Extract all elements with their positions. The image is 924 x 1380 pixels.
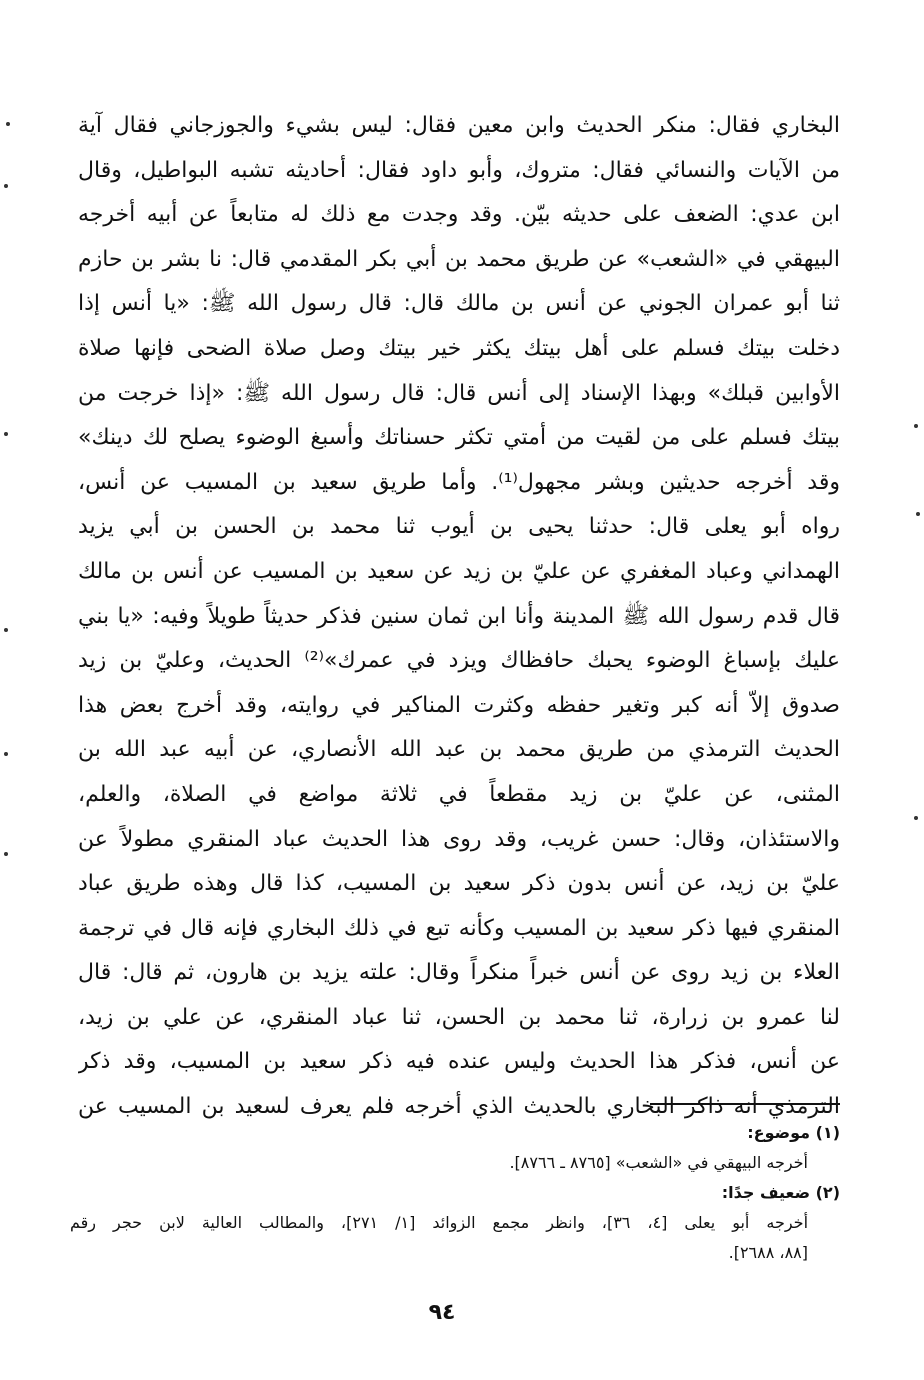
footnote-separator <box>650 1103 840 1105</box>
text-line: لنا عمرو بن زرارة، ثنا محمد بن الحسن، ثنا عباد المنقري، عن علي بن زيد، <box>78 1004 840 1030</box>
text-line: المثنى، عن عليّ بن زيد مقطعاً في ثلاثة مواضع في الصلاة، والعلم، <box>78 781 840 807</box>
footnote-2-text-line-2: [٨٨، ٢٦٨٨]. <box>728 1243 808 1262</box>
text-line: دخلت بيتك فسلم على أهل بيتك يكثر خير بيتك وصل صلاة الضحى فإنها صلاة <box>78 335 840 361</box>
page-number: ٩٤ <box>428 1300 456 1325</box>
text-line: البخاري فقال: منكر الحديث وابن معين فقال: ليس بشيء والجوزجاني فقال آية <box>78 113 840 138</box>
footnote-1-text: أخرجه البيهقي في «الشعب» [٨٧٦٥ ـ ٨٧٦٦]. <box>509 1153 808 1172</box>
text-line: رواه أبو يعلى قال: حدثنا يحيى بن أيوب ثنا محمد بن الحسن بن أبي يزيد <box>78 514 840 540</box>
text-line: الترمذي أنه ذاكر البخاري بالحديث الذي أخرجه فلم يعرف لسعيد بن المسيب عن <box>78 1094 840 1120</box>
text-line: وقد أخرجه حديثين وبشر مجهول⁽¹⁾. وأما طريق سعيد بن المسيب عن أنس، <box>78 469 840 495</box>
text-line: بيتك فسلم على من لقيت من أمتي تكثر حسناتك وأسبغ الوضوء يصلح لك دينك» <box>78 425 840 451</box>
text-line: الأوابين قبلك» وبهذا الإسناد إلى أنس قال: قال رسول الله ﷺ: «إذا خرجت من <box>78 380 840 406</box>
margin-dot <box>4 628 8 632</box>
text-line: صدوق إلاّ أنه كبر وتغير حفظه وكثرت المناكير في روايته، وقد أخرج بعض هذا <box>78 692 840 718</box>
text-line: عليّ بن زيد، عن أنس بدون ذكر سعيد بن المسيب، كذا قال وهذه طريق عباد <box>78 871 840 897</box>
margin-dot <box>4 752 8 756</box>
main-text <box>78 104 840 1130</box>
footnotes <box>70 1118 840 1268</box>
margin-dot <box>914 816 918 820</box>
text-line: ثنا أبو عمران الجوني عن أنس بن مالك قال: قال رسول الله ﷺ: «يا أنس إذا <box>78 291 840 317</box>
margin-dot <box>4 432 8 436</box>
margin-dot <box>4 184 8 188</box>
text-line: قال قدم رسول الله ﷺ المدينة وأنا ابن ثمان سنين فذكر حديثاً طويلاً وفيه: «يا بني <box>78 603 840 629</box>
margin-dot <box>916 512 920 516</box>
footnote-2-label: (٢) ضعيف جدًا: <box>721 1183 840 1202</box>
text-line: الحديث الترمذي من طريق محمد بن عبد الله الأنصاري، عن أبيه عبد الله بن <box>78 737 840 763</box>
margin-dot <box>914 424 918 428</box>
text-line: عليك بإسباغ الوضوء يحبك حافظاك ويزد في عمرك»⁽²⁾ الحديث، وعليّ بن زيد <box>78 648 840 674</box>
margin-dot <box>4 852 8 856</box>
text-line: العلاء بن زيد روى عن أنس خبراً منكراً وقال: علته يزيد بن هارون، ثم قال: قال <box>78 960 840 986</box>
text-line: ابن عدي: الضعف على حديثه بيّن. وقد وجدت مع ذلك له متابعاً عن أبيه أخرجه <box>78 202 840 228</box>
footnote-1-label: (١) موضوع: <box>747 1123 840 1142</box>
text-line: عن أنس، فذكر هذا الحديث وليس عنده فيه ذكر سعيد بن المسيب، وقد ذكر <box>78 1049 840 1075</box>
margin-dot <box>6 122 10 126</box>
text-line: المنقري فيها ذكر سعيد بن المسيب وكأنه تبع في ذلك البخاري فإنه قال في ترجمة <box>78 915 840 941</box>
text-line: البيهقي في «الشعب» عن طريق محمد بن أبي بكر المقدمي قال: نا بشر بن حازم <box>78 246 840 272</box>
text-line: والاستئذان، وقال: حسن غريب، وقد روى هذا الحديث عباد المنقري مطولاً عن <box>78 826 840 852</box>
footnote-2-text-line-1: أخرجه أبو يعلى [٤، ٣٦]، وانظر مجمع الزوائد [١/ ٢٧١]، والمطالب العالية لابن حجر رقم <box>70 1213 809 1232</box>
text-line: من الآيات والنسائي فقال: متروك، وأبو داود فقال: أحاديثه تشبه البواطيل، وقال <box>78 157 840 183</box>
text-line: الهمداني وعباد المغفري عن عليّ بن زيد عن سعيد بن المسيب عن أنس بن مالك <box>78 558 840 584</box>
